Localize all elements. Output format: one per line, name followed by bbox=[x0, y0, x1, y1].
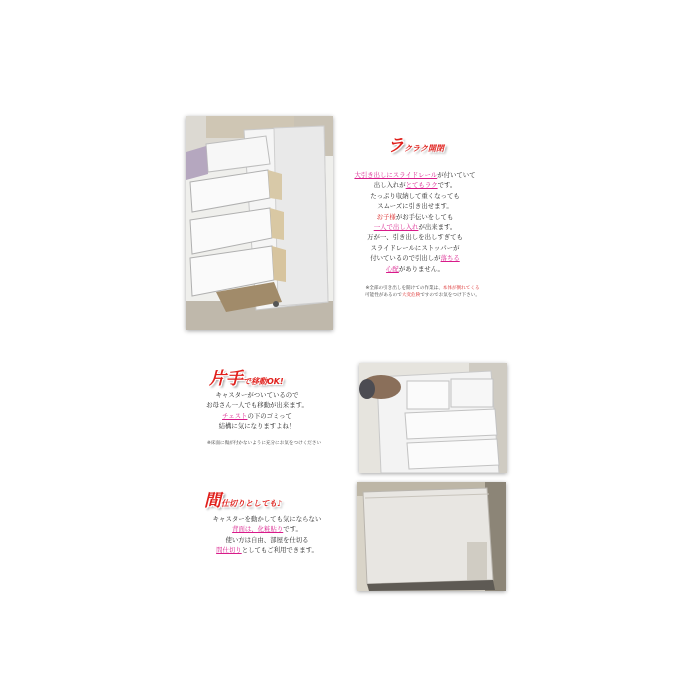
body-text: キャスターを動かしても気にならない bbox=[212, 515, 322, 523]
section3-line bbox=[192, 514, 342, 524]
section1-title-big: ラ bbox=[387, 136, 404, 156]
highlighted-text: 大引き出しにスライドレール bbox=[354, 171, 438, 179]
highlighted-text: お子様 bbox=[376, 212, 396, 221]
section1-line bbox=[340, 232, 490, 242]
section3-description bbox=[192, 514, 342, 556]
body-text: お母さん一人でも移動が出来ます。 bbox=[206, 401, 308, 410]
section2-line bbox=[192, 400, 322, 410]
body-text: 使い方は自由、部屋を仕切る bbox=[225, 535, 309, 544]
section1-title bbox=[387, 131, 444, 156]
section1-description bbox=[340, 170, 490, 274]
body-text: がありません。 bbox=[398, 264, 444, 273]
body-text: キャスターがついているので bbox=[215, 391, 299, 399]
chest-moving-photo bbox=[359, 363, 507, 473]
section1-line bbox=[340, 180, 490, 190]
section1-note bbox=[340, 285, 505, 299]
section1-line bbox=[340, 253, 490, 263]
section1-line bbox=[340, 170, 490, 180]
body-text: スライドレールにストッパーが bbox=[370, 243, 460, 252]
drawers-open-photo bbox=[186, 116, 333, 330]
section2-title-rest: で移動OK! bbox=[243, 377, 284, 386]
highlighted-text: 背面は、化粧貼り bbox=[232, 525, 284, 534]
section1-line bbox=[340, 264, 490, 274]
section1-line bbox=[340, 201, 490, 211]
section1-title-rest: クラク開閉 bbox=[404, 144, 444, 153]
body-text: 万が一、引き出しを出しすぎても bbox=[367, 233, 463, 242]
section3-line bbox=[192, 545, 342, 555]
body-text: が付いていて bbox=[437, 171, 476, 179]
body-text: たっぷり収納して重くなっても bbox=[370, 191, 460, 200]
note-warning: 本体が倒れてくる bbox=[442, 286, 480, 291]
body-text: が出来ます。 bbox=[418, 223, 457, 232]
section2-line bbox=[192, 411, 322, 421]
note-text: 可能性があるので bbox=[365, 293, 402, 298]
section2-line bbox=[192, 421, 322, 431]
highlighted-text: 落ちる bbox=[440, 254, 460, 263]
body-text: 結構に気になりますよね！ bbox=[218, 422, 296, 431]
note-text: ですのでお気をつけ下さい。 bbox=[420, 293, 480, 298]
section2-note: ※床面に傷が付かないように充分にお気をつけください bbox=[206, 441, 322, 446]
body-text: です。 bbox=[437, 181, 457, 190]
highlighted-text: とてもラク bbox=[405, 181, 438, 190]
highlighted-text: 間仕切り bbox=[216, 546, 242, 555]
body-text: 付いているので引出しが bbox=[370, 254, 441, 263]
section3-title bbox=[204, 486, 282, 511]
note-warning: 大変危険 bbox=[401, 293, 421, 298]
section2-title-big: 片手 bbox=[209, 369, 243, 389]
highlighted-text: 一人で出し入れ bbox=[373, 223, 419, 232]
section2-title bbox=[209, 364, 284, 389]
body-text: スムーズに引き出せます。 bbox=[377, 202, 453, 211]
body-text: 出し入れが bbox=[373, 181, 406, 190]
body-text: です。 bbox=[283, 525, 302, 534]
highlighted-text: 心配 bbox=[386, 264, 399, 273]
note-text: ※全部の引き出しを開けての作業は、 bbox=[365, 286, 443, 291]
section3-line bbox=[192, 535, 342, 545]
section1-line bbox=[340, 243, 490, 253]
chest-back-photo bbox=[357, 482, 506, 591]
highlighted-text: チェスト bbox=[222, 411, 248, 420]
body-text: の下のゴミって bbox=[247, 411, 292, 420]
body-text: としてもご利用できます。 bbox=[241, 546, 318, 555]
body-text: がお手伝いをしても bbox=[395, 212, 454, 221]
section3-title-big: 間 bbox=[204, 491, 221, 511]
section3-title-rest: 仕切りとしても♪ bbox=[221, 499, 283, 508]
section1-line bbox=[340, 212, 490, 222]
section1-note-line1 bbox=[365, 286, 479, 291]
section1-line bbox=[340, 222, 490, 232]
section2-description bbox=[192, 390, 322, 432]
section2-line bbox=[192, 390, 322, 400]
section1-line bbox=[340, 191, 490, 201]
section3-line bbox=[192, 524, 342, 534]
